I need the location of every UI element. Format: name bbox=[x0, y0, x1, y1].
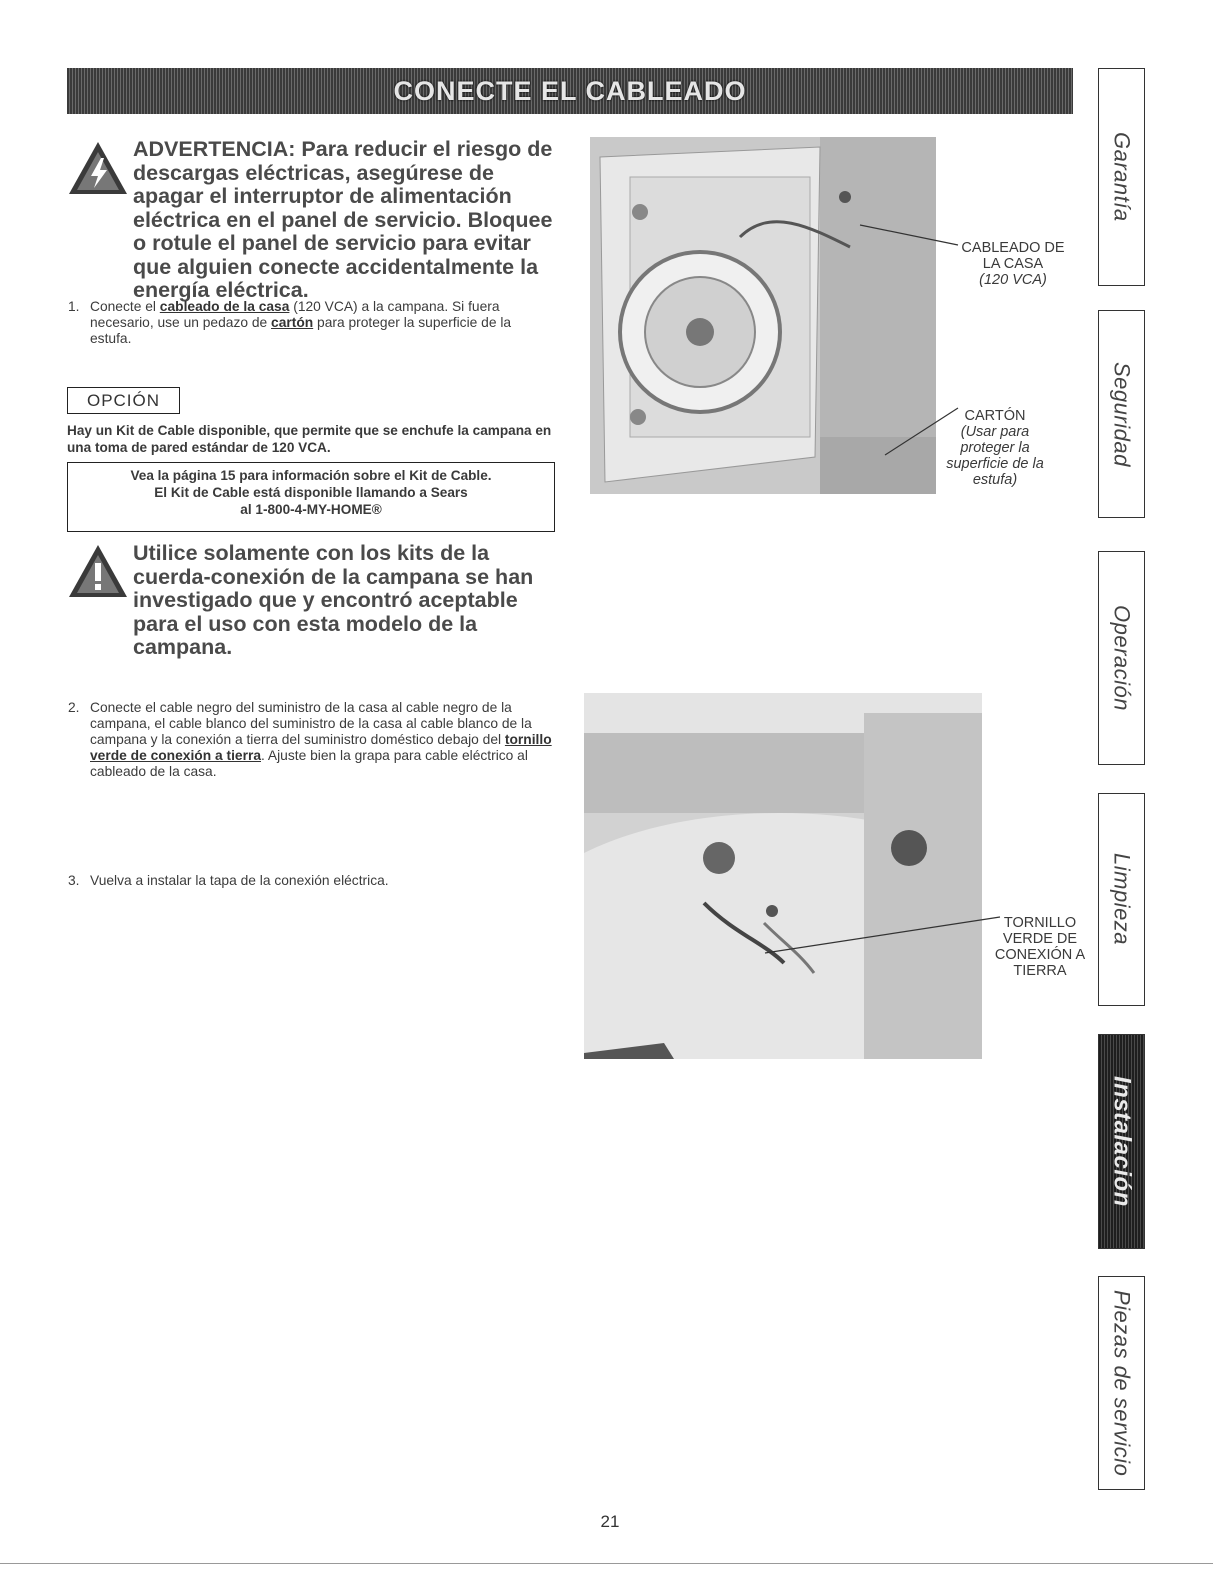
ground-screw-term: tornillo verde de conexión a tierra bbox=[90, 732, 552, 763]
callout-line: proteger la bbox=[960, 440, 1030, 456]
ground-screw-callout bbox=[985, 915, 1095, 979]
step-3 bbox=[68, 873, 555, 889]
callout-line: CABLEADO DE bbox=[961, 240, 1065, 256]
tab-piezas-de-servicio[interactable] bbox=[1098, 1276, 1145, 1490]
callout-line: VERDE DE bbox=[1002, 931, 1078, 947]
kit-info-phone: al 1-800-4-MY-HOME® bbox=[240, 502, 382, 517]
step-number: 3. bbox=[68, 873, 80, 888]
tab-label: Seguridad bbox=[1109, 361, 1135, 467]
option-label: OPCIÓN bbox=[86, 390, 161, 410]
step-text: para proteger la superficie de la estufa. bbox=[90, 315, 512, 346]
kit-info-line: Vea la página 15 para información sobre el Kit de Cable. bbox=[130, 468, 492, 483]
bottom-divider bbox=[0, 1563, 1213, 1564]
cardboard-callout bbox=[940, 408, 1050, 488]
step-text: (120 VCA) a la campana. Si fuera necesario, use un pedazo de bbox=[90, 299, 500, 330]
step-text: Vuelva a instalar la tapa de la conexión eléctrica. bbox=[90, 873, 389, 888]
step-number: 2. bbox=[68, 700, 80, 715]
warning-electric-shock-text: ADVERTENCIA: Para reducir el riesgo de descargas eléctricas, asegúrese de apagar el interruptor de alimentación eléctrica en el panel de servicio. Bloquee o rotule el panel de servicio para evitar que alguien conecte accidentalmente la energía eléctrica. bbox=[133, 137, 553, 302]
caution-warning-icon bbox=[67, 543, 129, 599]
tab-garantia[interactable] bbox=[1098, 68, 1145, 286]
step-2 bbox=[68, 700, 555, 780]
tab-label: Limpieza bbox=[1109, 853, 1135, 946]
tab-seguridad[interactable] bbox=[1098, 310, 1145, 518]
option-label-box bbox=[67, 387, 180, 414]
tab-instalacion[interactable] bbox=[1098, 1034, 1145, 1249]
house-wiring-callout bbox=[957, 240, 1069, 288]
electric-shock-warning-icon bbox=[67, 140, 129, 196]
callout-line: TORNILLO bbox=[1003, 915, 1077, 931]
tab-label: Garantía bbox=[1109, 132, 1135, 222]
photo2-leader-line bbox=[760, 905, 1010, 965]
callout-line: CONEXIÓN A bbox=[994, 947, 1086, 963]
callout-line: (120 VCA) bbox=[979, 272, 1047, 288]
step-text: Conecte el cable negro del suministro de la casa al cable negro de la campana, el cable blanco del suministro de la casa al cable blanco de la campana y la conexión a tierra del suministro doméstico debajo del bbox=[90, 700, 532, 747]
ground-screw-photo bbox=[584, 693, 982, 1059]
ground-screw-photo-drawing bbox=[584, 693, 982, 1059]
section-title: CONECTE EL CABLEADO bbox=[393, 75, 747, 106]
tab-operacion[interactable] bbox=[1098, 551, 1145, 765]
tab-label: Piezas de servicio bbox=[1109, 1289, 1135, 1477]
callout-line: superficie de la bbox=[946, 456, 1044, 472]
step-1 bbox=[68, 299, 555, 347]
tab-label: Operación bbox=[1109, 604, 1135, 711]
cardboard-term: cartón bbox=[271, 315, 314, 330]
callout-line: CARTÓN bbox=[964, 408, 1026, 424]
cord-kit-warning-text: Utilice solamente con los kits de la cuerda-conexión de la campana se han investigado que y encontró aceptable para el uso con esta modelo de la campana. bbox=[133, 541, 534, 659]
step-number: 1. bbox=[68, 299, 80, 314]
cable-kit-info-box bbox=[67, 462, 555, 532]
step-text: Conecte el bbox=[90, 299, 160, 314]
callout-line: (Usar para bbox=[960, 424, 1030, 440]
section-title-banner bbox=[67, 68, 1073, 114]
callout-line: estufa) bbox=[972, 472, 1018, 488]
option-text: Hay un Kit de Cable disponible, que permite que se enchufe la campana en una toma de pared estándar de 120 VCA. bbox=[67, 423, 552, 455]
callout-line: TIERRA bbox=[1013, 963, 1067, 979]
tab-limpieza[interactable] bbox=[1098, 793, 1145, 1006]
step-text: . Ajuste bien la grapa para cable eléctrico al cableado de la casa. bbox=[90, 748, 528, 779]
page-number: 21 bbox=[600, 1512, 620, 1531]
callout-line: LA CASA bbox=[982, 256, 1044, 272]
tab-label: Instalación bbox=[1108, 1076, 1136, 1207]
house-wiring-term: cableado de la casa bbox=[159, 299, 290, 314]
kit-info-line: El Kit de Cable está disponible llamando a Sears bbox=[154, 485, 468, 500]
